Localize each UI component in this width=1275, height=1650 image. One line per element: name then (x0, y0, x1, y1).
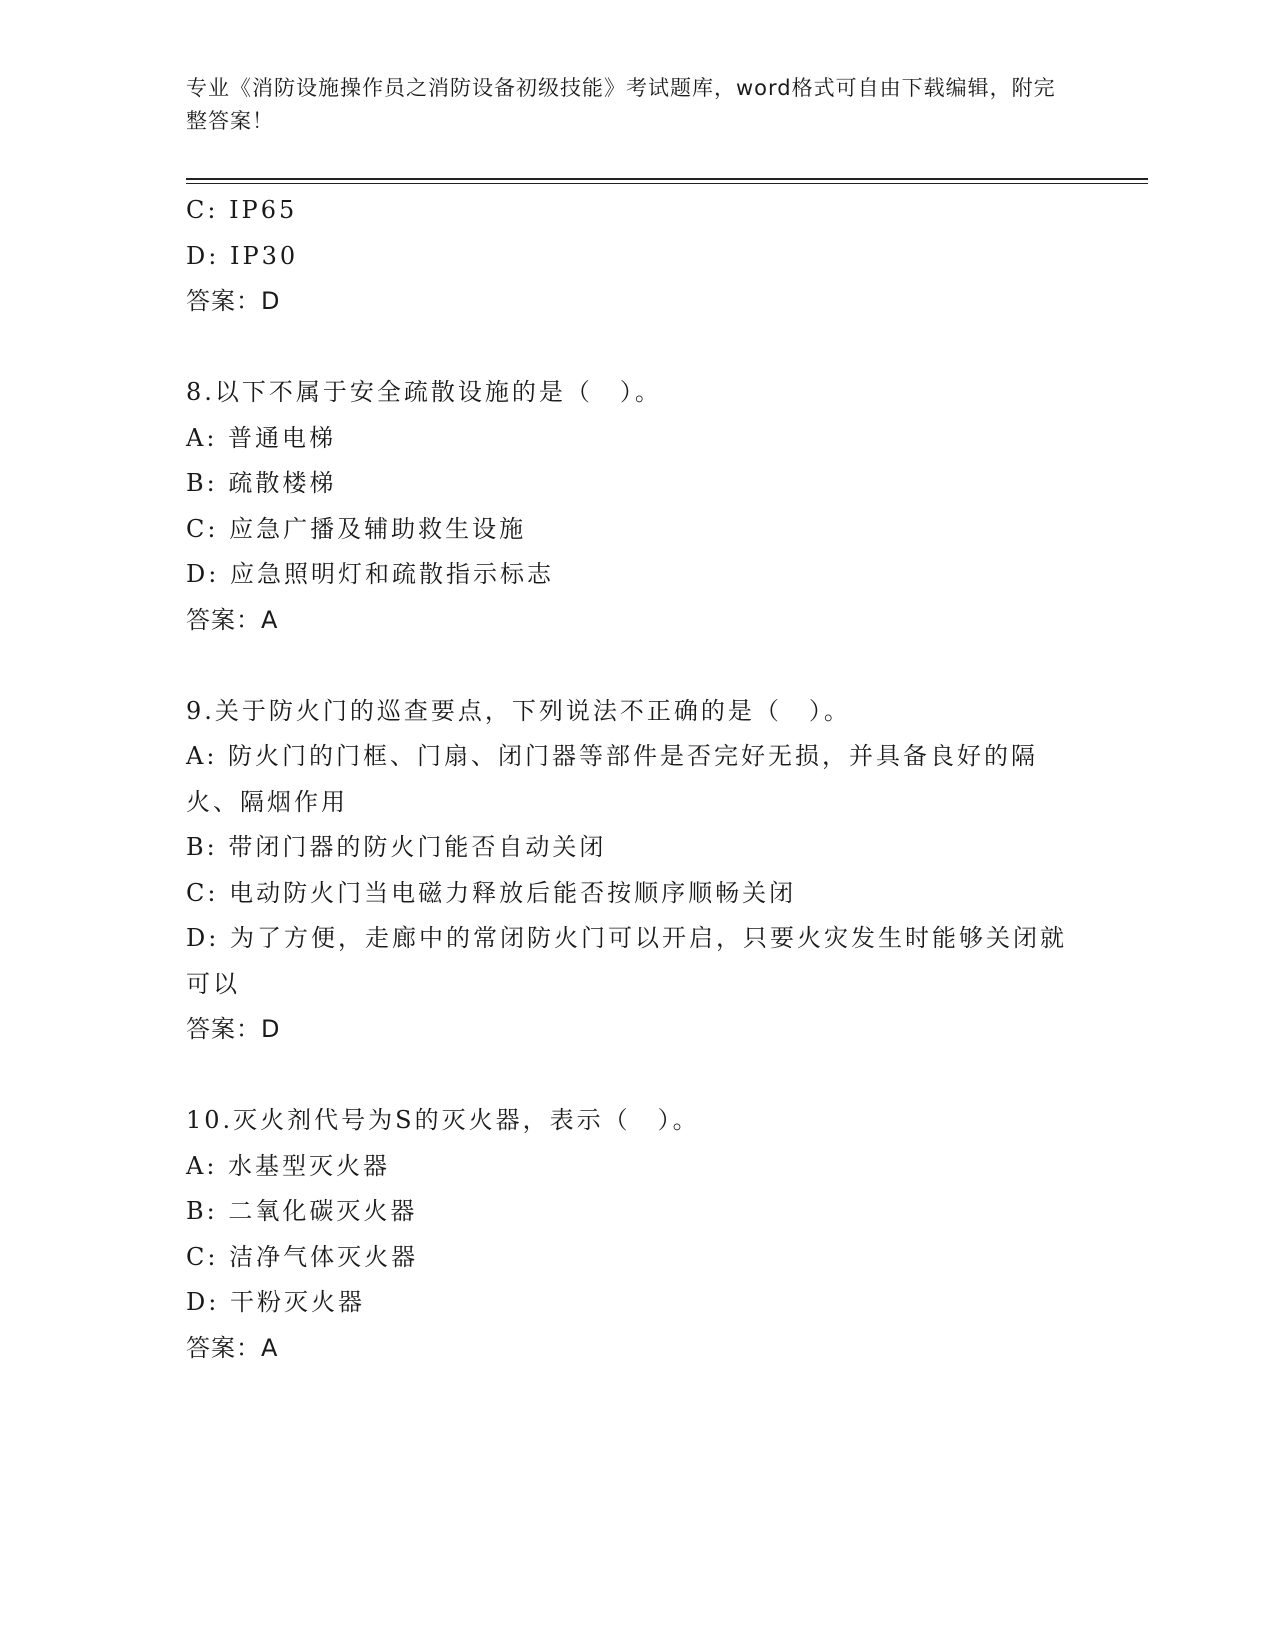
spacer (186, 1053, 1086, 1099)
spacer (186, 643, 1086, 689)
option-c: C: 电动防火门当电磁力释放后能否按顺序顺畅关闭 (186, 878, 797, 907)
option-d: D: 应急照明灯和疏散指示标志 (186, 560, 554, 588)
previous-question-tail (186, 188, 1086, 325)
question-content (186, 188, 1086, 1371)
spacer (186, 325, 1086, 371)
option-b: B: 疏散楼梯 (186, 469, 337, 497)
question-stem: 9.关于防火门的巡查要点，下列说法不正确的是（ ）。 (186, 696, 851, 725)
question-8 (186, 370, 1086, 643)
header-divider-thick (186, 178, 1148, 180)
option-a: A: 防火门的门框、门扇、闭门器等部件是否完好无损，并具备良好的隔火、隔烟作用 (186, 742, 1039, 816)
document-header: 专业《消防设施操作员之消防设备初级技能》考试题库，word格式可自由下载编辑，附完整答案！ (186, 76, 1056, 133)
question-stem: 10.灭火剂代号为S的灭火器，表示（ ）。 (186, 1106, 700, 1134)
answer-line: 答案：D (186, 287, 281, 315)
option-d: D: 为了方便，走廊中的常闭防火门可以开启，只要火灾发生时能够关闭就可以 (186, 924, 1067, 998)
option-b: B: 二氧化碳灭火器 (186, 1197, 418, 1225)
answer-line: 答案：A (186, 605, 279, 634)
option-c: C: 应急广播及辅助救生设施 (186, 514, 527, 543)
question-stem: 8.以下不属于安全疏散设施的是（ ）。 (186, 378, 662, 406)
option-a: A: 普通电梯 (186, 423, 337, 452)
option-b: B: 带闭门器的防火门能否自动关闭 (186, 833, 607, 861)
question-9 (186, 689, 1086, 1053)
option-c: C: 洁净气体灭火器 (186, 1242, 419, 1271)
option-c: C: IP65 (186, 196, 298, 224)
question-10 (186, 1098, 1086, 1371)
answer-line: 答案：D (186, 1015, 281, 1043)
option-a: A: 水基型灭火器 (186, 1151, 391, 1180)
header-divider-thin (186, 183, 1148, 184)
option-d: D: 干粉灭火器 (186, 1288, 365, 1316)
answer-line: 答案：A (186, 1333, 279, 1362)
option-d: D: IP30 (186, 241, 299, 270)
